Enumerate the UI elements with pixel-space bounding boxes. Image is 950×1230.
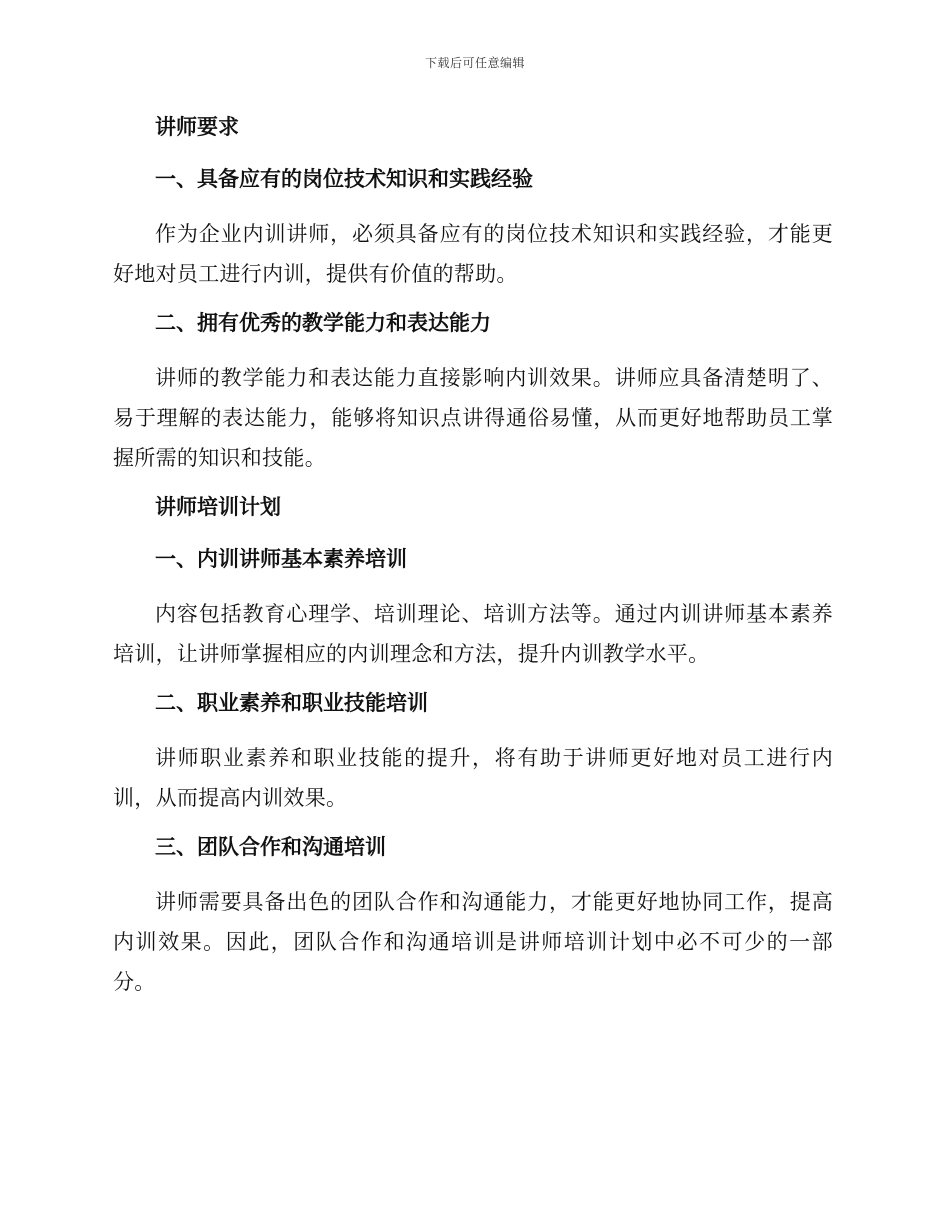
page-header: 下载后可任意编辑 (424, 56, 525, 70)
item-paragraph: 内容包括教育心理学、培训理论、培训方法等。通过内训讲师基本素养培训，让讲师掌握相应的内训理念和方法，提升内训教学水平。 (113, 602, 833, 666)
section-training-plan (113, 490, 833, 1002)
item-heading: 一、具备应有的岗位技术知识和实践经验 (155, 167, 533, 191)
item-heading: 二、职业素养和职业技能培训 (155, 691, 428, 715)
item-paragraph: 讲师的教学能力和表达能力直接影响内训效果。讲师应具备清楚明了、易于理解的表达能力，能够将知识点讲得通俗易懂，从而更好地帮助员工掌握所需的知识和技能。 (113, 366, 833, 470)
section-title: 讲师培训计划 (155, 495, 281, 519)
document-body (113, 110, 833, 1014)
item-paragraph: 讲师职业素养和职业技能的提升，将有助于讲师更好地对员工进行内训，从而提高内训效果。 (113, 746, 833, 810)
item-paragraph: 作为企业内训讲师，必须具备应有的岗位技术知识和实践经验，才能更好地对员工进行内训，提供有价值的帮助。 (113, 222, 833, 286)
item-heading: 二、拥有优秀的教学能力和表达能力 (155, 311, 491, 335)
item-heading: 一、内训讲师基本素养培训 (155, 547, 407, 571)
section-requirements (113, 110, 833, 478)
item-heading: 三、团队合作和沟通培训 (155, 835, 386, 859)
item-paragraph: 讲师需要具备出色的团队合作和沟通能力，才能更好地协同工作，提高内训效果。因此，团队合作和沟通培训是讲师培训计划中必不可少的一部分。 (113, 890, 833, 994)
section-title: 讲师要求 (155, 115, 239, 139)
